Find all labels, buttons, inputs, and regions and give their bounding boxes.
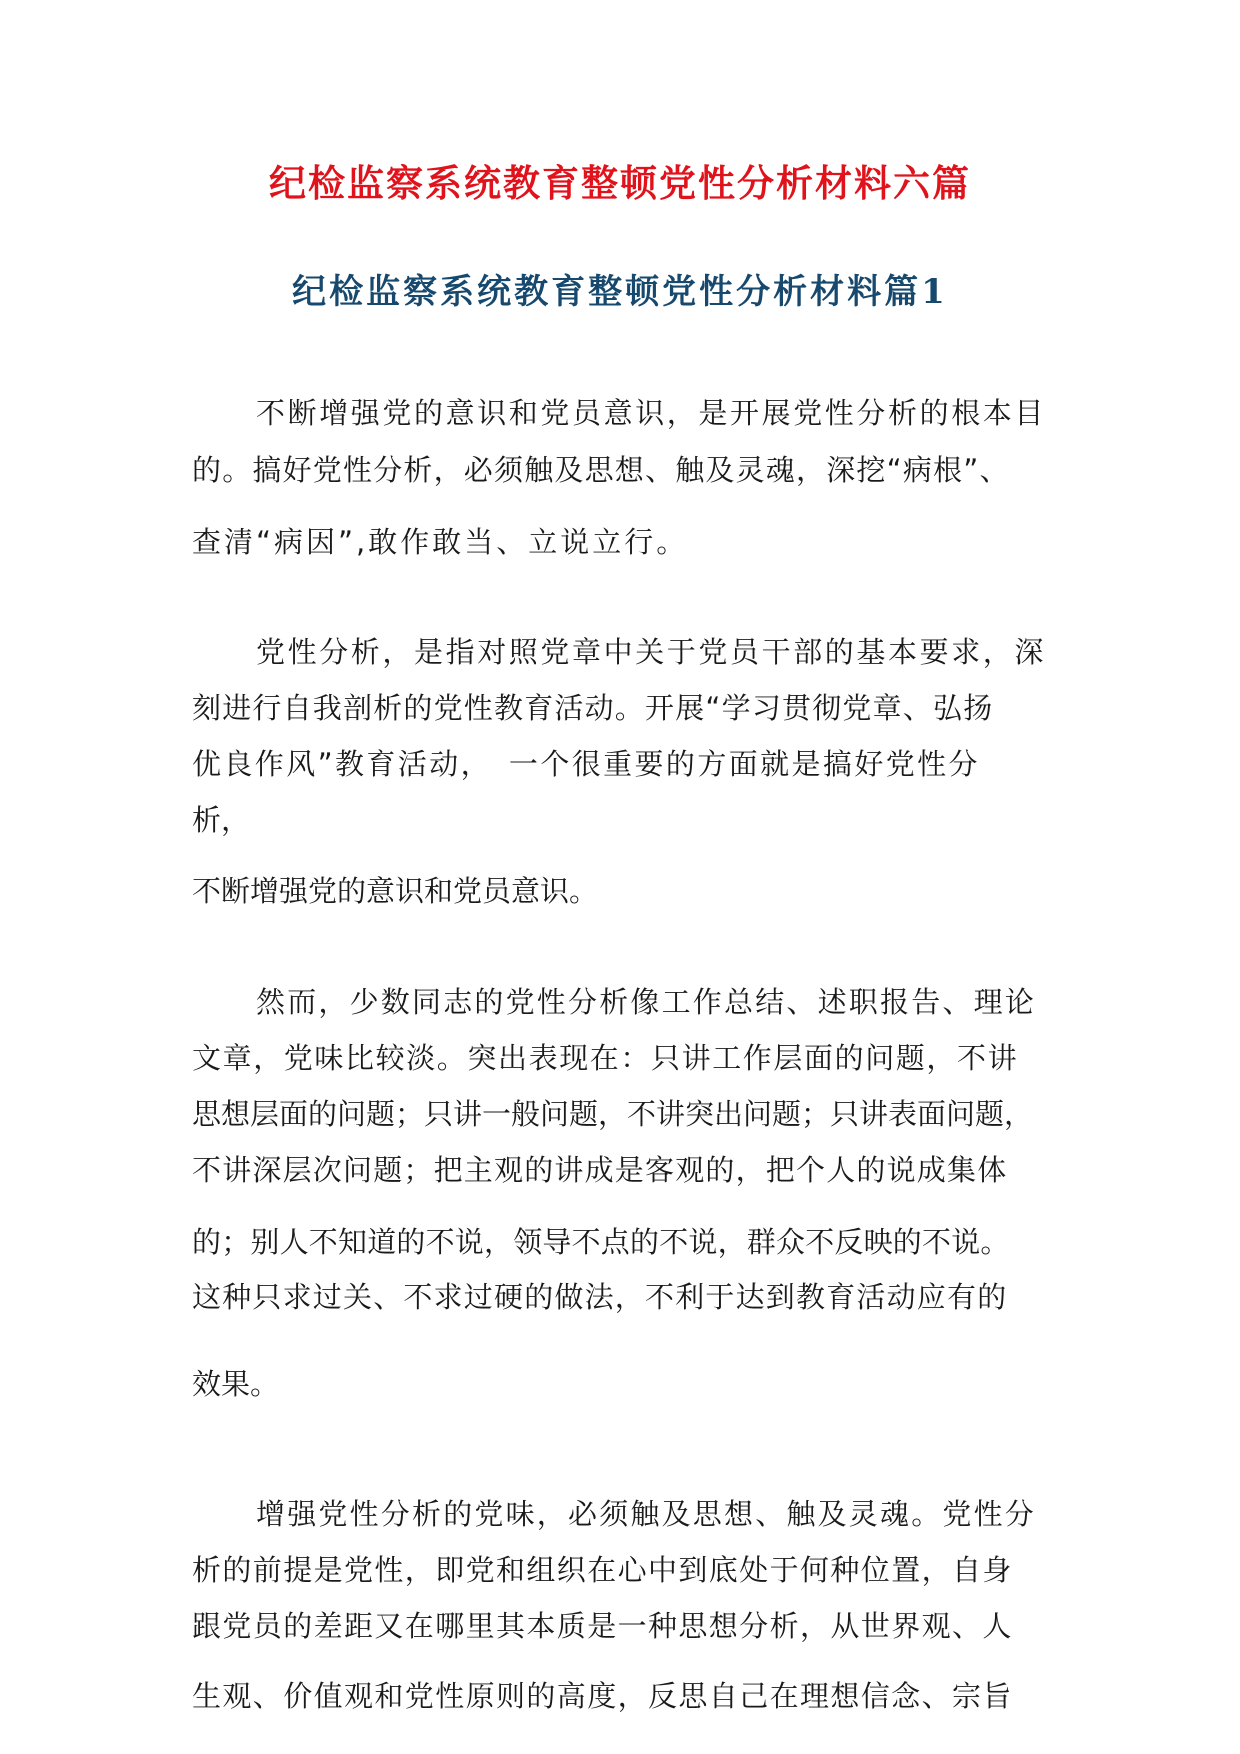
paragraph-line: 刻进行自我剖析的党性教育活动。开展“学习贯彻党章、弘扬 [192, 691, 994, 725]
paragraph-line: 不断增强党的意识和党员意识，是开展党性分析的根本目 [256, 396, 1047, 430]
paragraph-line: 然而，少数同志的党性分析像工作总结、述职报告、理论 [256, 985, 1037, 1019]
section-title: 纪检监察系统教育整顿党性分析材料篇1 [292, 272, 948, 312]
paragraph-line: 思想层面的问题；只讲一般问题，不讲突出问题；只讲表面问题， [192, 1097, 1034, 1131]
paragraph-line: 优良作风”教育活动， 一个很重要的方面就是搞好党性分 [192, 747, 980, 781]
paragraph-line: 查清“病因”,敢作敢当、立说立行。 [192, 525, 689, 559]
paragraph-line: 析， [192, 803, 251, 837]
paragraph-line: 增强党性分析的党味，必须触及思想、触及灵魂。党性分 [256, 1497, 1037, 1531]
paragraph-line: 的；别人不知道的不说，领导不点的不说，群众不反映的不说。 [192, 1225, 1010, 1259]
page-title: 纪检监察系统教育整顿党性分析材料六篇 [269, 161, 971, 205]
paragraph-line: 生观、价值观和党性原则的高度，反思自己在理想信念、宗旨 [192, 1679, 1013, 1713]
paragraph-line: 析的前提是党性，即党和组织在心中到底处于何种位置，自身 [192, 1553, 1013, 1587]
paragraph-line: 党性分析，是指对照党章中关于党员干部的基本要求，深 [256, 635, 1047, 669]
paragraph-line: 这种只求过关、不求过硬的做法，不利于达到教育活动应有的 [192, 1280, 1008, 1314]
paragraph-line: 跟党员的差距又在哪里其本质是一种思想分析，从世界观、人 [192, 1609, 1013, 1643]
paragraph-line: 不讲深层次问题；把主观的讲成是客观的，把个人的说成集体 [192, 1153, 1008, 1187]
paragraph-line: 效果。 [192, 1367, 280, 1401]
paragraph-line: 的。搞好党性分析，必须触及思想、触及灵魂，深挖“病根”、 [192, 453, 1010, 487]
paragraph-line: 不断增强党的意识和党员意识。 [192, 874, 599, 908]
paragraph-line: 文章，党味比较淡。突出表现在：只讲工作层面的问题，不讲 [192, 1041, 1019, 1075]
